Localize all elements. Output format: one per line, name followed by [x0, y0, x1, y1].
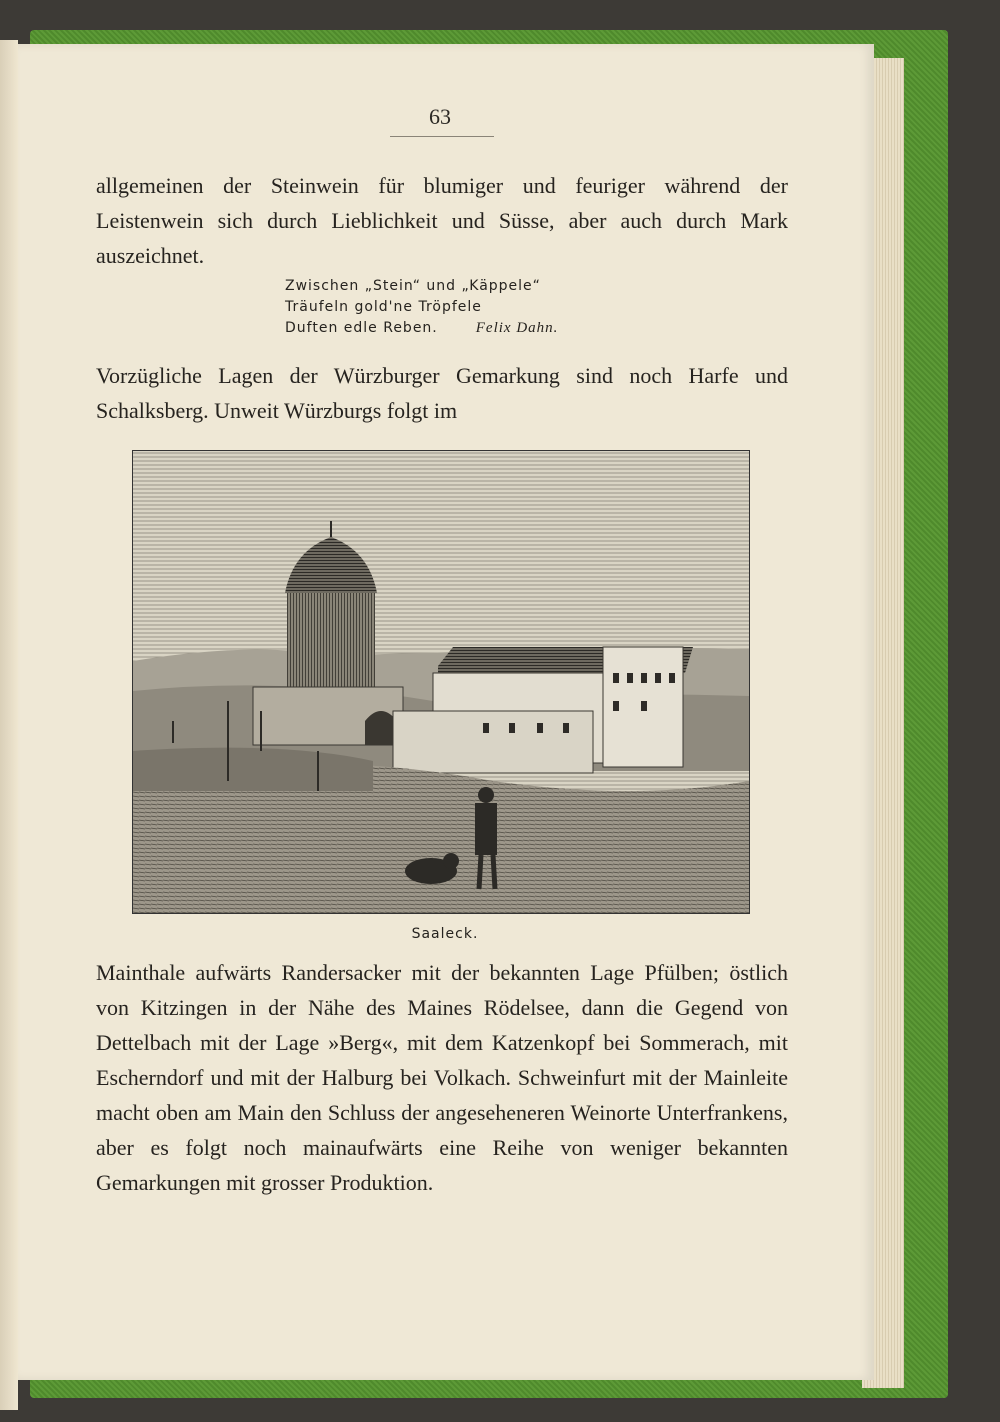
- paragraph-3: Mainthale aufwärts Randersacker mit der bekannten Lage Pfülben; östlich von Kitzingen in der Nähe des Maines Rödelsee, dann die Gegend von Dettelbach mit der Lage »Berg«, mit dem Katzenkopf bei Sommerach, mit Escherndorf und mit der Halburg bei Volkach. Schweinfurt mit der Mainleite macht oben am Main den Schluss der angeseheneren Weinorte Unterfrankens, aber es folgt noch mainaufwärts eine Reihe von weniger bekannten Gemarkungen mit grosser Produktion.: [96, 960, 788, 1195]
- paragraph-1: allgemeinen der Steinwein für blumiger und feuriger während der Leistenwein sich durch Lieblichkeit und Süsse, aber auch durch Mark auszeichnet.: [96, 173, 788, 268]
- verse-quote: [285, 276, 645, 339]
- page-number-rule: [390, 136, 494, 137]
- saaleck-engraving: [133, 451, 749, 913]
- verse-line-3-text: Duften edle Reben.: [285, 320, 438, 336]
- figure-caption: Saaleck.: [411, 926, 479, 942]
- verse-author: Felix Dahn.: [475, 320, 559, 336]
- paragraph-2: Vorzügliche Lagen der Würzburger Gemarkung sind noch Harfe und Schalksberg. Unweit Würzburgs folgt im: [96, 363, 788, 423]
- facing-page-edge: [0, 40, 18, 1410]
- page-number: 63: [429, 104, 451, 129]
- verse-line-1: Zwischen „Stein“ und „Käppele“: [285, 278, 541, 294]
- engraving-illustration: [132, 450, 750, 914]
- verse-line-3: [285, 318, 645, 339]
- verse-line-2: Träufeln gold'ne Tröpfele: [285, 299, 482, 315]
